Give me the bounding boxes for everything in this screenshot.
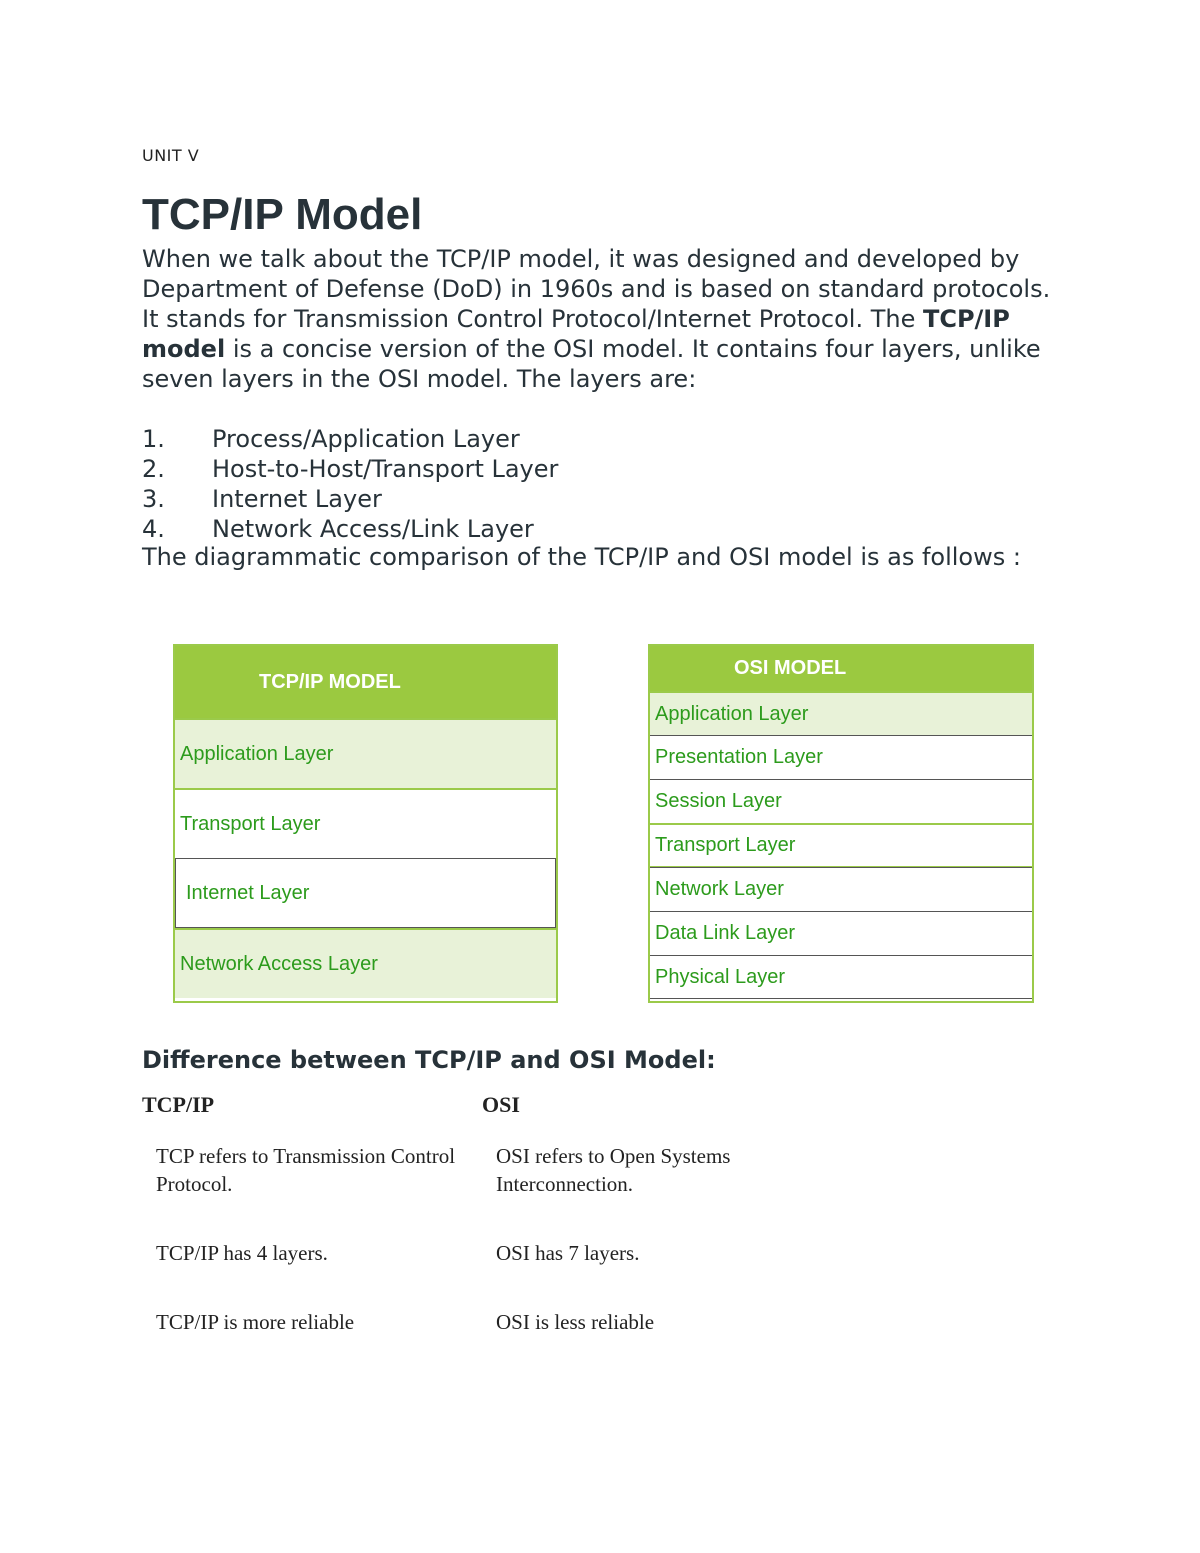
table-cell-osi: OSI is less reliable — [496, 1310, 655, 1334]
difference-heading: Difference between TCP/IP and OSI Model: — [142, 1046, 716, 1074]
tcp-layer-application: Application Layer — [175, 718, 556, 788]
table-cell-tcpip: TCP/IP has 4 layers. — [156, 1241, 328, 1265]
column-header-tcpip: TCP/IP — [142, 1092, 215, 1117]
list-label: Network Access/Link Layer — [212, 515, 534, 543]
tcp-ip-model-diagram — [173, 644, 558, 1003]
table-cell-tcpip: TCP refers to Transmission Control Protocol. — [156, 1144, 456, 1196]
list-item — [142, 424, 558, 454]
tcp-layer-network-access: Network Access Layer — [175, 928, 556, 998]
tcp-layer-transport: Transport Layer — [175, 788, 556, 858]
list-item — [142, 484, 558, 514]
table-cell-tcpip: TCP/IP is more reliable — [156, 1310, 355, 1334]
list-label: Process/Application Layer — [212, 425, 520, 453]
osi-layer-transport: Transport Layer — [650, 823, 1032, 867]
table-row — [156, 1308, 816, 1336]
list-number: 4. — [142, 515, 165, 543]
page-title: TCP/IP Model — [142, 190, 423, 239]
list-label: Internet Layer — [212, 485, 382, 513]
osi-model-header: OSI MODEL — [650, 646, 1032, 691]
tcp-ip-model-header: TCP/IP MODEL — [175, 646, 556, 718]
list-item — [142, 454, 558, 484]
list-item — [142, 514, 558, 544]
layers-list — [142, 424, 558, 544]
intro-text-end: is a concise version of the OSI model. It contains four layers, unlike seven layers in the OSI model. The layers are: — [142, 335, 1041, 393]
list-number: 1. — [142, 425, 165, 453]
osi-layer-session: Session Layer — [650, 779, 1032, 823]
osi-layer-application: Application Layer — [650, 691, 1032, 735]
list-label: Host-to-Host/Transport Layer — [212, 455, 559, 483]
osi-layer-presentation: Presentation Layer — [650, 735, 1032, 779]
intro-paragraph — [142, 244, 1072, 394]
osi-layer-network: Network Layer — [650, 867, 1032, 911]
intro-bold-term: TCP/IP model — [142, 305, 1010, 363]
unit-label: UNIT V — [142, 146, 200, 165]
osi-model-diagram — [648, 644, 1034, 1003]
list-number: 3. — [142, 485, 165, 513]
column-header-osi: OSI — [482, 1092, 520, 1117]
table-cell-osi: OSI has 7 layers. — [496, 1241, 640, 1265]
difference-table — [142, 1092, 842, 1334]
list-number: 2. — [142, 455, 165, 483]
table-cell-osi: OSI refers to Open Systems Interconnection. — [496, 1144, 731, 1196]
table-row — [156, 1142, 796, 1198]
tcp-layer-internet: Internet Layer — [175, 858, 556, 928]
difference-table-header — [142, 1092, 842, 1118]
comparison-intro: The diagrammatic comparison of the TCP/IP and OSI model is as follows : — [142, 543, 1021, 571]
osi-layer-data-link: Data Link Layer — [650, 911, 1032, 955]
table-row — [156, 1239, 816, 1267]
osi-layer-physical: Physical Layer — [650, 955, 1032, 999]
intro-text-start: When we talk about the TCP/IP model, it was designed and developed by Department of Defense (DoD) in 1960s and is based on standard protocols. It stands for Transmission Control Protocol/Internet Protocol. The — [142, 245, 1051, 333]
